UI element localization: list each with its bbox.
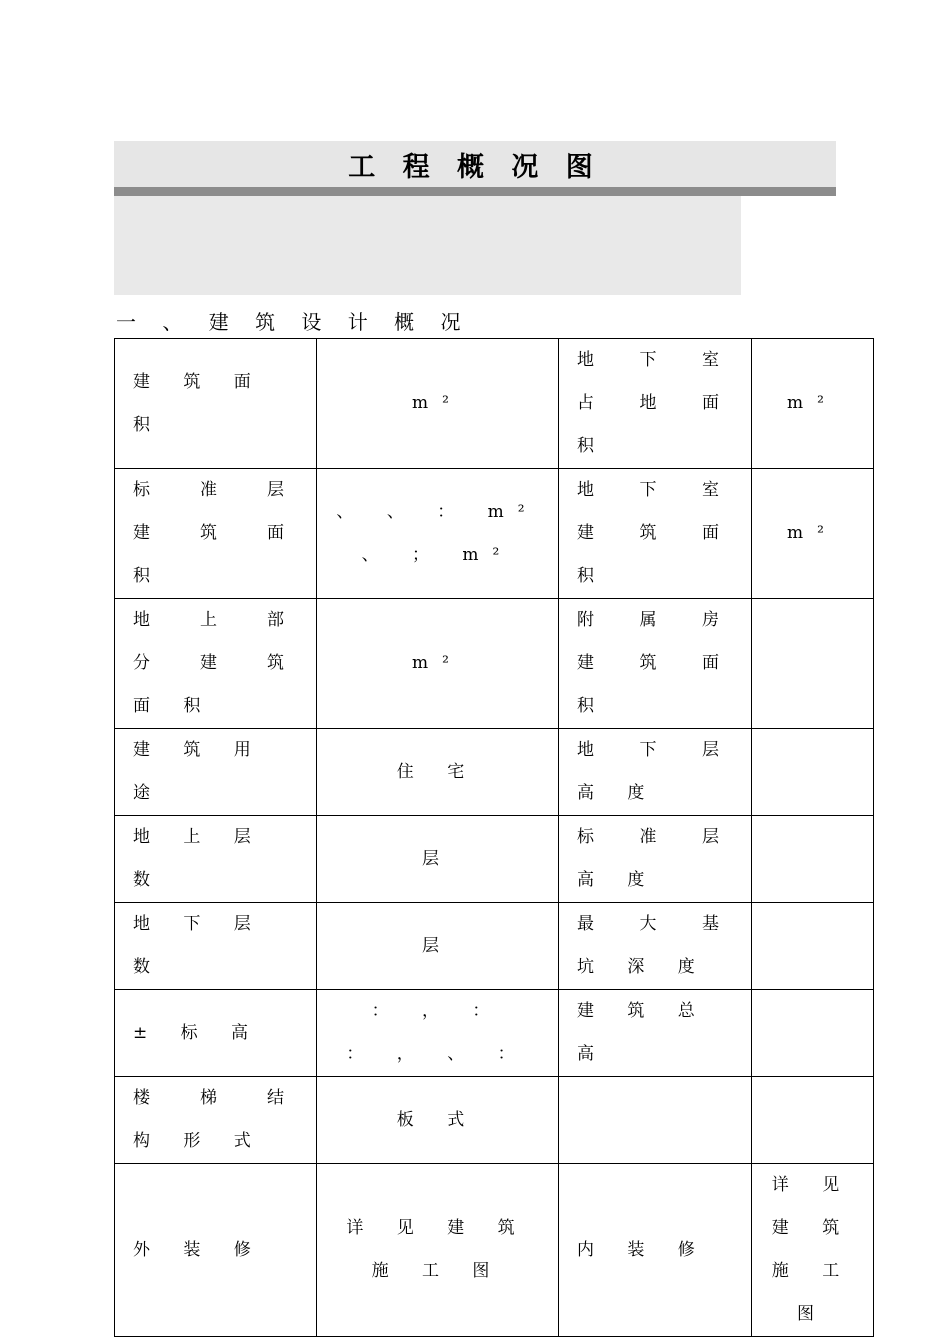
label-cell: 建 筑 面 积 — [115, 339, 317, 469]
label-cell: ± 标 高 — [115, 990, 317, 1077]
building-overview-table — [114, 338, 874, 1337]
document-title: 工 程 概 况 图 — [348, 151, 602, 183]
table-row — [115, 816, 874, 903]
title-band — [114, 141, 836, 187]
value-cell — [752, 903, 874, 990]
label-cell: 地 上 部 分 建 筑 面 积 — [115, 599, 317, 729]
label-cell: 外 装 修 — [115, 1164, 317, 1337]
value-cell: 详 见 建 筑 施 工 图 — [752, 1164, 874, 1337]
shaded-block — [114, 196, 741, 295]
value-cell — [752, 1077, 874, 1164]
value-cell: 层 — [317, 903, 559, 990]
table-row — [115, 469, 874, 599]
label-cell: 地 下 室 建 筑 面 积 — [559, 469, 752, 599]
value-cell: 层 — [317, 816, 559, 903]
label-cell: 地 上 层 数 — [115, 816, 317, 903]
label-cell: 标 准 层 高 度 — [559, 816, 752, 903]
table-row — [115, 990, 874, 1077]
value-cell: m² — [752, 469, 874, 599]
table-row — [115, 1077, 874, 1164]
value-cell: m² — [317, 339, 559, 469]
label-cell: 最 大 基 坑 深 度 — [559, 903, 752, 990]
table-row — [115, 1164, 874, 1337]
label-cell: 地 下 室 占 地 面 积 — [559, 339, 752, 469]
label-cell: 内 装 修 — [559, 1164, 752, 1337]
value-cell — [752, 729, 874, 816]
value-cell — [752, 990, 874, 1077]
table-row — [115, 599, 874, 729]
label-cell — [559, 1077, 752, 1164]
value-cell: ： ， ： ： ， 、 ： — [317, 990, 559, 1077]
value-cell — [752, 599, 874, 729]
label-cell: 楼 梯 结 构 形 式 — [115, 1077, 317, 1164]
table-row — [115, 903, 874, 990]
section-heading: 一 、 建 筑 设 计 概 况 — [116, 310, 471, 334]
value-cell: 、 、 ： m² 、 ； m² — [317, 469, 559, 599]
label-cell: 建 筑 总 高 — [559, 990, 752, 1077]
table-row — [115, 729, 874, 816]
label-cell: 建 筑 用 途 — [115, 729, 317, 816]
label-cell: 标 准 层 建 筑 面 积 — [115, 469, 317, 599]
value-cell: m² — [317, 599, 559, 729]
value-cell: 详 见 建 筑 施 工 图 — [317, 1164, 559, 1337]
value-cell: 住 宅 — [317, 729, 559, 816]
value-cell — [752, 816, 874, 903]
label-cell: 附 属 房 建 筑 面 积 — [559, 599, 752, 729]
value-cell: 板 式 — [317, 1077, 559, 1164]
value-cell: m² — [752, 339, 874, 469]
label-cell: 地 下 层 数 — [115, 903, 317, 990]
label-cell: 地 下 层 高 度 — [559, 729, 752, 816]
title-rule — [114, 187, 836, 196]
table-row — [115, 339, 874, 469]
